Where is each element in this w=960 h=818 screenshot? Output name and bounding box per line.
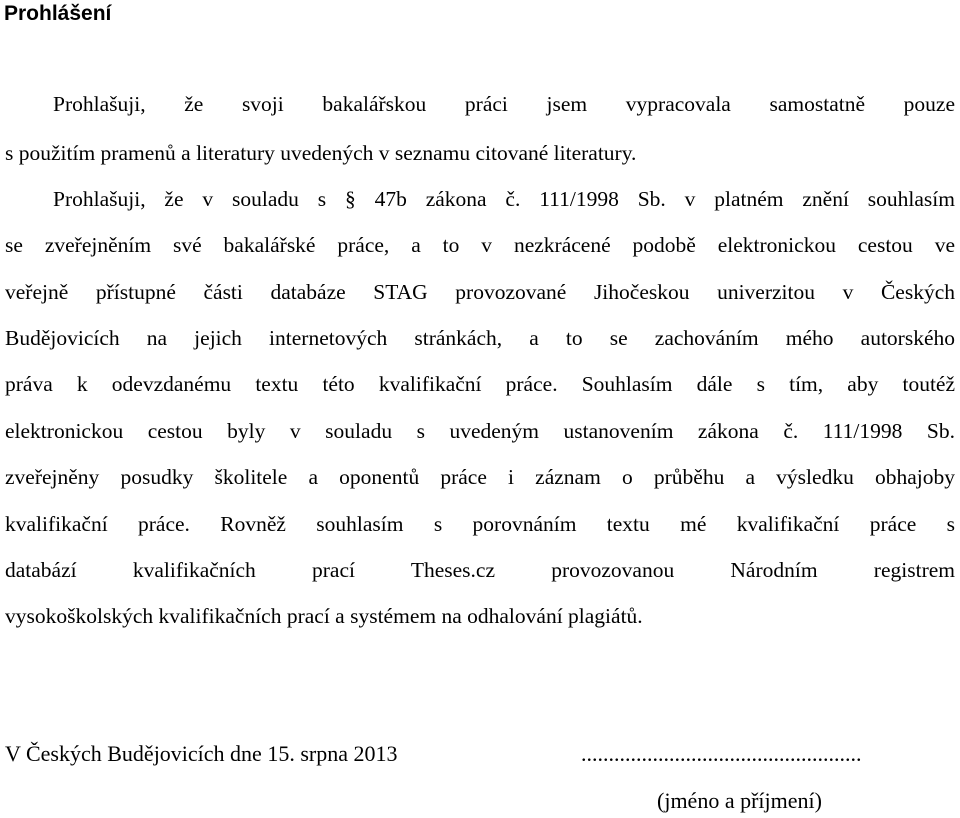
- paragraph-1-line-1: Prohlašuji, že svoji bakalářskou práci jsem vypracovala samostatně pouze: [53, 92, 955, 116]
- paragraph-2-line-5: práva k odevzdanému textu této kvalifikační práce. Souhlasím dále s tím, aby toutéž: [5, 372, 955, 396]
- paragraph-2-line-7: zveřejněny posudky školitele a oponentů práce i záznam o průběhu a výsledku obhajoby: [5, 465, 955, 489]
- paragraph-1-line-2: s použitím pramenů a literatury uvedených v seznamu citované literatury.: [5, 141, 637, 165]
- paragraph-2-line-4: Budějovicích na jejich internetových stránkách, a to se zachováním mého autorského: [5, 326, 955, 350]
- paragraph-2-line-3: veřejně přístupné části databáze STAG provozované Jihočeskou univerzitou v Českých: [5, 280, 955, 304]
- page-title: Prohlášení: [4, 2, 112, 25]
- paragraph-2-line-10: vysokoškolských kvalifikačních prací a systémem na odhalování plagiátů.: [5, 604, 643, 628]
- place-and-date: V Českých Budějovicích dne 15. srpna 2013: [5, 741, 398, 766]
- paragraph-2-line-8: kvalifikační práce. Rovněž souhlasím s porovnáním textu mé kvalifikační práce s: [5, 512, 955, 536]
- signature-name-label: (jméno a příjmení): [657, 788, 822, 813]
- paragraph-2-line-2: se zveřejněním své bakalářské práce, a to v nezkrácené podobě elektronickou cestou ve: [5, 233, 955, 257]
- signature-line: ...................................................: [581, 741, 862, 766]
- paragraph-2-line-6: elektronickou cestou byly v souladu s uvedeným ustanovením zákona č. 111/1998 Sb.: [5, 419, 955, 443]
- paragraph-2-line-1: Prohlašuji, že v souladu s § 47b zákona č. 111/1998 Sb. v platném znění souhlasím: [53, 187, 955, 211]
- paragraph-2-line-9: databází kvalifikačních prací Theses.cz provozovanou Národním registrem: [5, 558, 955, 582]
